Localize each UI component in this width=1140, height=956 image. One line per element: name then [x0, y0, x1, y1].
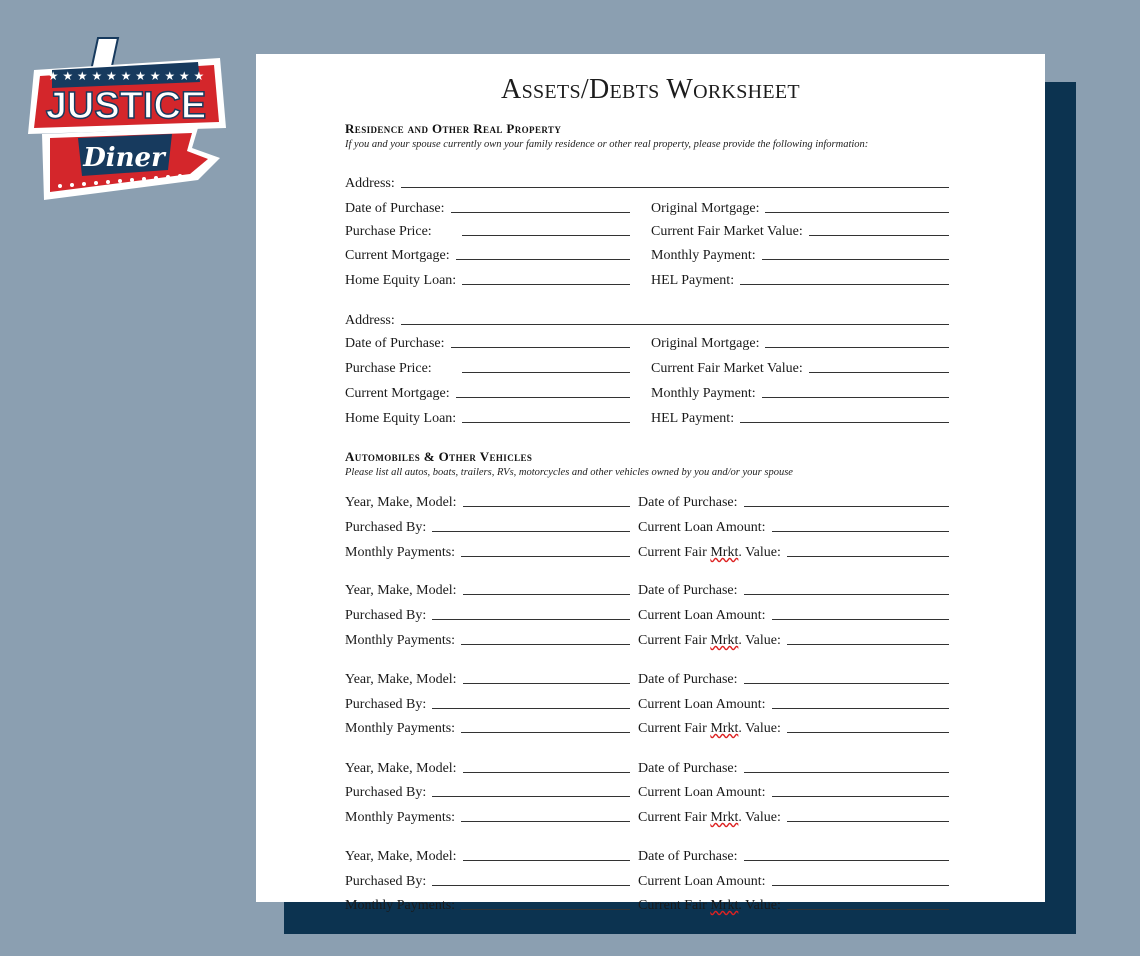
section-description-vehicles: Please list all autos, boats, trailers, RVs, motorcycles and other vehicles owned by you and/or your spouse: [345, 467, 793, 478]
monthly-payment-field[interactable]: Monthly Payment:: [651, 382, 949, 402]
current-loan-amount-field[interactable]: Current Loan Amount:: [638, 781, 949, 801]
year-make-model-field[interactable]: Year, Make, Model:: [345, 757, 630, 777]
section-title-vehicles: Automobiles & Other Vehicles: [345, 449, 533, 464]
logo-word-justice: JUSTICE: [45, 85, 207, 127]
current-fair-mrkt-value-field[interactable]: Current Fair Mrkt. Value:: [638, 629, 949, 649]
current-fair-market-value-field[interactable]: Current Fair Market Value:: [651, 220, 949, 240]
purchase-price-field[interactable]: Purchase Price:: [345, 220, 630, 240]
current-mortgage-field[interactable]: Current Mortgage:: [345, 382, 630, 402]
year-make-model-field[interactable]: Year, Make, Model:: [345, 491, 630, 511]
original-mortgage-field[interactable]: Original Mortgage:: [651, 332, 949, 352]
home-equity-loan-field[interactable]: Home Equity Loan:: [345, 269, 630, 289]
vehicle-date-of-purchase-field[interactable]: Date of Purchase:: [638, 668, 949, 688]
purchased-by-field[interactable]: Purchased By:: [345, 516, 630, 536]
section-description-residence: If you and your spouse currently own your family residence or other real property, please provide the following information:: [345, 139, 869, 150]
purchase-price-field[interactable]: Purchase Price:: [345, 357, 630, 377]
monthly-payments-field[interactable]: Monthly Payments:: [345, 629, 630, 649]
current-fair-mrkt-value-field[interactable]: Current Fair Mrkt. Value:: [638, 541, 949, 561]
worksheet-page: [256, 54, 1045, 913]
address-field[interactable]: Address:: [345, 309, 949, 329]
vehicle-date-of-purchase-field[interactable]: Date of Purchase:: [638, 757, 949, 777]
current-fair-mrkt-value-field[interactable]: Current Fair Mrkt. Value:: [638, 894, 949, 914]
date-of-purchase-field[interactable]: Date of Purchase:: [345, 197, 630, 217]
home-equity-loan-field[interactable]: Home Equity Loan:: [345, 407, 630, 427]
vehicle-date-of-purchase-field[interactable]: Date of Purchase:: [638, 491, 949, 511]
monthly-payments-field[interactable]: Monthly Payments:: [345, 541, 630, 561]
purchased-by-field[interactable]: Purchased By:: [345, 781, 630, 801]
hel-payment-field[interactable]: HEL Payment:: [651, 269, 949, 289]
purchased-by-field[interactable]: Purchased By:: [345, 870, 630, 890]
hel-payment-field[interactable]: HEL Payment:: [651, 407, 949, 427]
address-field[interactable]: Address:: [345, 172, 949, 192]
current-fair-mrkt-value-field[interactable]: Current Fair Mrkt. Value:: [638, 717, 949, 737]
vehicle-date-of-purchase-field[interactable]: Date of Purchase:: [638, 579, 949, 599]
justice-diner-logo: [22, 30, 232, 215]
section-title-residence: Residence and Other Real Property: [345, 121, 562, 136]
year-make-model-field[interactable]: Year, Make, Model:: [345, 845, 630, 865]
current-loan-amount-field[interactable]: Current Loan Amount:: [638, 516, 949, 536]
svg-text:★ ★ ★ ★ ★ ★ ★ ★ ★ ★ ★: ★ ★ ★ ★ ★ ★ ★ ★ ★ ★ ★: [47, 69, 205, 83]
current-loan-amount-field[interactable]: Current Loan Amount:: [638, 693, 949, 713]
monthly-payments-field[interactable]: Monthly Payments:: [345, 717, 630, 737]
current-fair-mrkt-value-field[interactable]: Current Fair Mrkt. Value:: [638, 806, 949, 826]
monthly-payment-field[interactable]: Monthly Payment:: [651, 244, 949, 264]
original-mortgage-field[interactable]: Original Mortgage:: [651, 197, 949, 217]
monthly-payments-field[interactable]: Monthly Payments:: [345, 894, 630, 914]
document-title: Assets/Debts Worksheet: [501, 74, 800, 105]
purchased-by-field[interactable]: Purchased By:: [345, 604, 630, 624]
vehicle-date-of-purchase-field[interactable]: Date of Purchase:: [638, 845, 949, 865]
logo-word-diner: Diner: [83, 143, 165, 173]
year-make-model-field[interactable]: Year, Make, Model:: [345, 579, 630, 599]
monthly-payments-field[interactable]: Monthly Payments:: [345, 806, 630, 826]
current-mortgage-field[interactable]: Current Mortgage:: [345, 244, 630, 264]
date-of-purchase-field[interactable]: Date of Purchase:: [345, 332, 630, 352]
current-loan-amount-field[interactable]: Current Loan Amount:: [638, 870, 949, 890]
current-loan-amount-field[interactable]: Current Loan Amount:: [638, 604, 949, 624]
year-make-model-field[interactable]: Year, Make, Model:: [345, 668, 630, 688]
current-fair-market-value-field[interactable]: Current Fair Market Value:: [651, 357, 949, 377]
purchased-by-field[interactable]: Purchased By:: [345, 693, 630, 713]
